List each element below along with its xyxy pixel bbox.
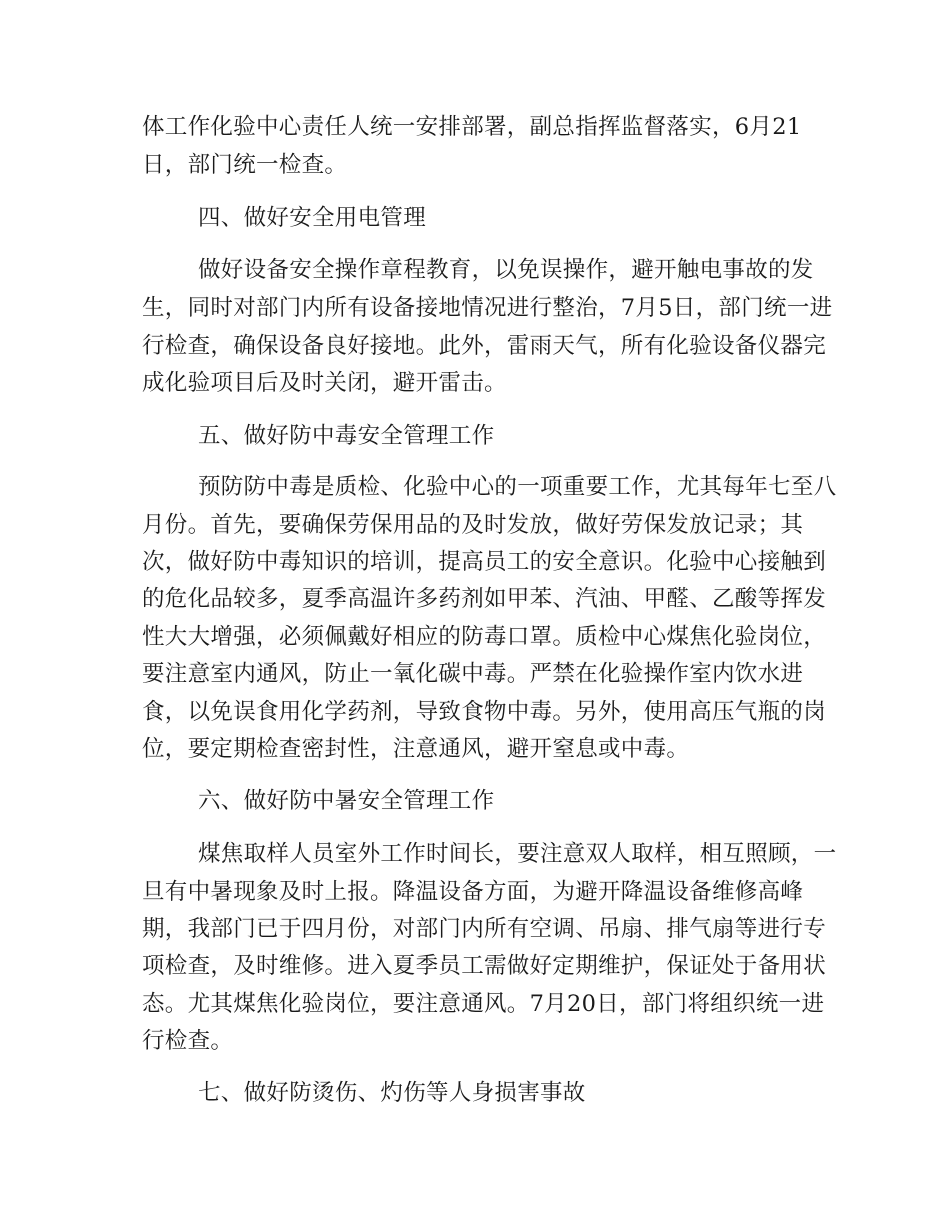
- paragraph-line: 体工作化验中心责任人统一安排部署，副总指挥监督落实，6月21: [142, 114, 802, 140]
- paragraph-line: 日，部门统一检查。: [142, 152, 348, 178]
- paragraph-line: 生，同时对部门内所有设备接地情况进行整治，7月5日，部门统一进: [142, 295, 833, 321]
- paragraph-line: 煤焦取样人员室外工作时间长，要注意双人取样，相互照顾，一: [198, 841, 837, 867]
- paragraph-line: 行检查。: [142, 1028, 234, 1054]
- paragraph-line: 位，要定期检查密封性，注意通风，避开窒息或中毒。: [142, 736, 690, 762]
- paragraph-line: 的危化品较多，夏季高温许多药剂如甲苯、汽油、甲醛、乙酸等挥发: [142, 586, 827, 612]
- paragraph-line: 要注意室内通风，防止一氧化碳中毒。严禁在化验操作室内饮水进: [142, 661, 804, 687]
- paragraph-line: 次，做好防中毒知识的培训，提高员工的安全意识。化验中心接触到: [142, 549, 827, 575]
- paragraph-line: 项检查，及时维修。进入夏季员工需做好定期维护，保证处于备用状: [142, 953, 827, 979]
- paragraph-line: 成化验项目后及时关闭，避开雷击。: [142, 370, 507, 396]
- paragraph-line: 行检查，确保设备良好接地。此外，雷雨天气，所有化验设备仪器完: [142, 333, 827, 359]
- paragraph-line: 期，我部门已于四月份，对部门内所有空调、吊扇、排气扇等进行专: [142, 916, 827, 942]
- paragraph-line: 旦有中暑现象及时上报。降温设备方面，为避开降温设备维修高峰: [142, 879, 804, 905]
- paragraph-line: 态。尤其煤焦化验岗位，要注意通风。7月20日，部门将组织统一进: [142, 991, 825, 1017]
- paragraph-line: 做好设备安全操作章程教育，以免误操作，避开触电事故的发: [198, 257, 814, 283]
- paragraph-line: 月份。首先，要确保劳保用品的及时发放，做好劳保发放记录；其: [142, 512, 804, 538]
- paragraph-line: 预防防中毒是质检、化验中心的一项重要工作，尤其每年七至八: [198, 474, 837, 500]
- section-heading-electrical-safety: 四、做好安全用电管理: [198, 205, 427, 231]
- paragraph-line: 性大大增强，必须佩戴好相应的防毒口罩。质检中心煤焦化验岗位，: [142, 624, 827, 650]
- section-heading-burn-prevention: 七、做好防烫伤、灼伤等人身损害事故: [198, 1080, 586, 1106]
- section-heading-poisoning-prevention: 五、做好防中毒安全管理工作: [198, 423, 495, 449]
- paragraph-line: 食，以免误食用化学药剂，导致食物中毒。另外，使用高压气瓶的岗: [142, 699, 827, 725]
- section-heading-heatstroke-prevention: 六、做好防中暑安全管理工作: [198, 788, 495, 814]
